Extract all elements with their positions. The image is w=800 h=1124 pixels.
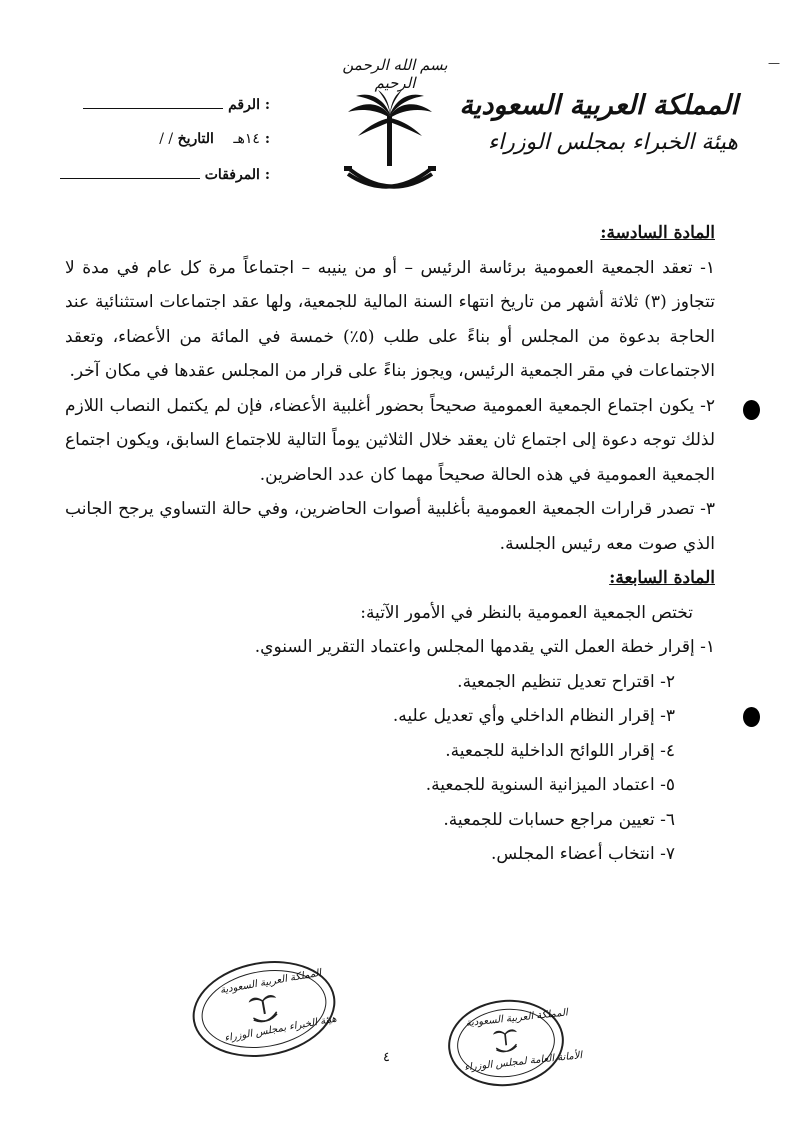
article-7-item: ٥- اعتماد الميزانية السنوية للجمعية. (425, 775, 675, 795)
reference-line (83, 96, 223, 109)
article-6-item: ١- تعقد الجمعية العمومية برئاسة الرئيس – أو من ينيبه – اجتماعاً مرة كل عام في مدة لا تتجاوز (٣) ثلاثة أشهر من تاريخ انتهاء السنة المالية للجمعية، ولها عقد اجتماعات استثنائية عند الحاجة بدعوة من المجلس أو بناءً على طلب (٥٪) خمسة في المائة من الأعضاء، وتعقد الاجتماعات في مقر الجمعية الرئيس، ويجوز بناءً على قرار من المجلس عقدها في مكان آخر. (65, 257, 716, 381)
org-name: المملكة العربية السعودية (459, 90, 738, 121)
stamp-top-text: المملكة العربية السعودية (219, 967, 323, 997)
article-7-item: ٢- اقتراح تعديل تنظيم الجمعية. (457, 671, 675, 692)
attachments-field (40, 166, 270, 183)
stamp-bottom-text: هيئة الخبراء بمجلس الوزراء (223, 1013, 338, 1045)
punch-hole-mark (743, 707, 760, 727)
stamp-top-text: المملكة العربية السعودية (465, 1007, 569, 1030)
article-6-item: ٣- تصدر قرارات الجمعية العمومية بأغلبية أصوات الحاضرين، وفي حالة التساوي يرجح الجانب الذي صوت معه رئيس الجلسة. (65, 499, 715, 554)
stamp-bottom-text: الأمانة العامة لمجلس الوزراء (463, 1050, 583, 1074)
article-7-heading: المادة السابعة: (609, 568, 715, 588)
article-6-heading: المادة السادسة: (600, 223, 715, 243)
stamp-emblem-icon (492, 1027, 519, 1055)
stamp-emblem-icon (248, 992, 281, 1026)
article-7-list (65, 630, 715, 872)
org-subname: هيئة الخبراء بمجلس الوزراء (487, 130, 738, 155)
date-label: التاريخ : (177, 131, 270, 147)
article-7-item: ٦- تعيين مراجع حسابات للجمعية. (443, 809, 675, 830)
article-6 (65, 216, 715, 872)
saudi-emblem-icon (340, 90, 440, 200)
official-stamp-experts-commission (185, 950, 343, 1068)
punch-hole-mark (743, 400, 760, 420)
attachments-label: المرفقات : (204, 167, 270, 183)
article-7-item: ١- إقرار خطة العمل التي يقدمها المجلس واعتماد التقرير السنوي. (254, 637, 715, 657)
reference-label: الرقم : (228, 97, 270, 113)
official-stamp-general-secretariat (444, 994, 583, 1092)
reference-field (40, 96, 270, 113)
date-value: / / ١٤هـ (159, 131, 260, 147)
attachments-line (60, 166, 200, 179)
article-7-item: ٤- إقرار اللوائح الداخلية للجمعية. (445, 740, 675, 761)
article-7-item: ٧- انتخاب أعضاء المجلس. (490, 844, 675, 864)
page-number: ٤ (383, 1050, 390, 1065)
article-6-item: ٢- يكون اجتماع الجمعية العمومية صحيحاً بحضور أغلبية الأعضاء، فإن لم يكتمل النصاب اللازم لذلك توجه دعوة إلى اجتماع ثان يعقد خلال الثلاثين يوماً التالية للاجتماع السابق، ويكون اجتماع الجمعية العمومية في هذه الحالة صحيحاً مهما كان عدد الحاضرين. (65, 395, 715, 485)
date-field (40, 131, 270, 147)
margin-tick: — (768, 56, 780, 70)
basmala: بسم الله الرحمن الرحيم (342, 56, 448, 92)
article-7-item: ٣- إقرار النظام الداخلي وأي تعديل عليه. (392, 706, 675, 726)
article-7-intro: تختص الجمعية العمومية بالنظر في الأمور الآتية: (360, 602, 693, 623)
